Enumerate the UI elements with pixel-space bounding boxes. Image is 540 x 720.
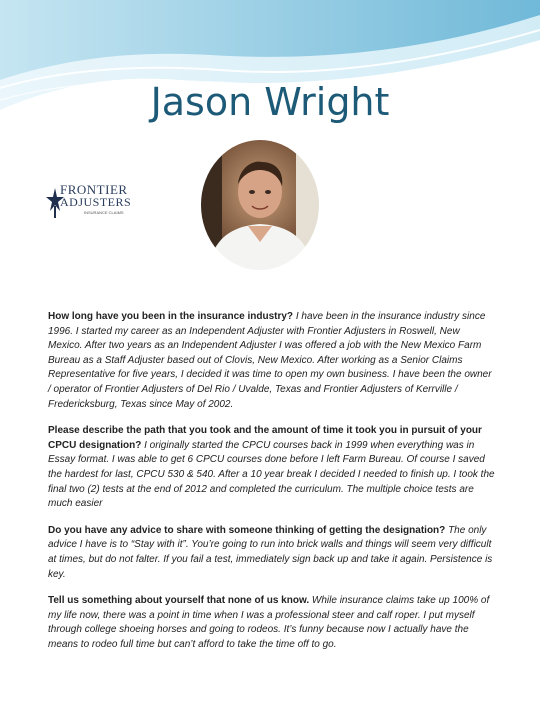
page-title: Jason Wright: [150, 80, 390, 124]
company-logo: [44, 178, 136, 224]
qa-item: [48, 594, 496, 652]
answer-text: While insurance claims take up 100% of my life now, there was a point in time when I was a professional steer and calf roper. I put myself through college shoeing horses and going to rodeos. It’s funny because now I actually have the means to rodeo full time but can’t afford to take the time off to go.: [48, 595, 490, 650]
qa-item: [48, 424, 496, 512]
question-text: Tell us something about yourself that none of us know.: [48, 595, 310, 607]
qa-section: [48, 310, 496, 664]
answer-text: I originally started the CPCU courses back in 1999 when everything was in Essay format. I was able to get 6 CPCU courses done before I left Farm Bureau. Of course I saved the hardest for last, CPCU 530 & 540. After a 10 year break I decided I needed to finish up. I took the final two (2) tests at the end of 2012 and completed the curriculum. The multiple choice tests are much easier: [48, 439, 495, 510]
answer-text: I have been in the insurance industry since 1996. I started my career as an Independent Adjuster with Frontier Adjusters in Roswell, New Mexico. After two years as an Independent Adjuster I was offered a job with the New Mexico Farm Bureau as a Staff Adjuster based out of Clovis, New Mexico. After working as a Senior Claims Representative for five years, I decided it was time to open my own business. I have been the owner / operator of Frontier Adjusters of Del Rio / Uvalde, Texas and Frontier Adjusters of Kerrville / Fredericksburg, Texas since May of 2002.: [48, 311, 492, 410]
logo-text-adjusters: ADJUSTERS: [60, 195, 132, 209]
portrait-photo: [198, 138, 322, 272]
answer-text: The only advice I have is to “Stay with it”. You’re going to run into brick walls and things will seem very difficult at times, but do not falter. If you fail a test, immediately sign back up and take it again. Persistence is key.: [48, 524, 493, 580]
qa-item: [48, 524, 496, 582]
logo-text-frontier: FRONTIER: [60, 182, 128, 197]
question-text: Do you have any advice to share with someone thinking of getting the designation?: [48, 524, 446, 536]
question-text: How long have you been in the insurance industry?: [48, 311, 294, 322]
logo-subtitle: INSURANCE CLAIMS: [84, 210, 124, 215]
qa-item: [48, 310, 496, 412]
question-text: Please describe the path that you took and the amount of time it took you in pursuit of your CPCU designation?: [48, 425, 482, 451]
